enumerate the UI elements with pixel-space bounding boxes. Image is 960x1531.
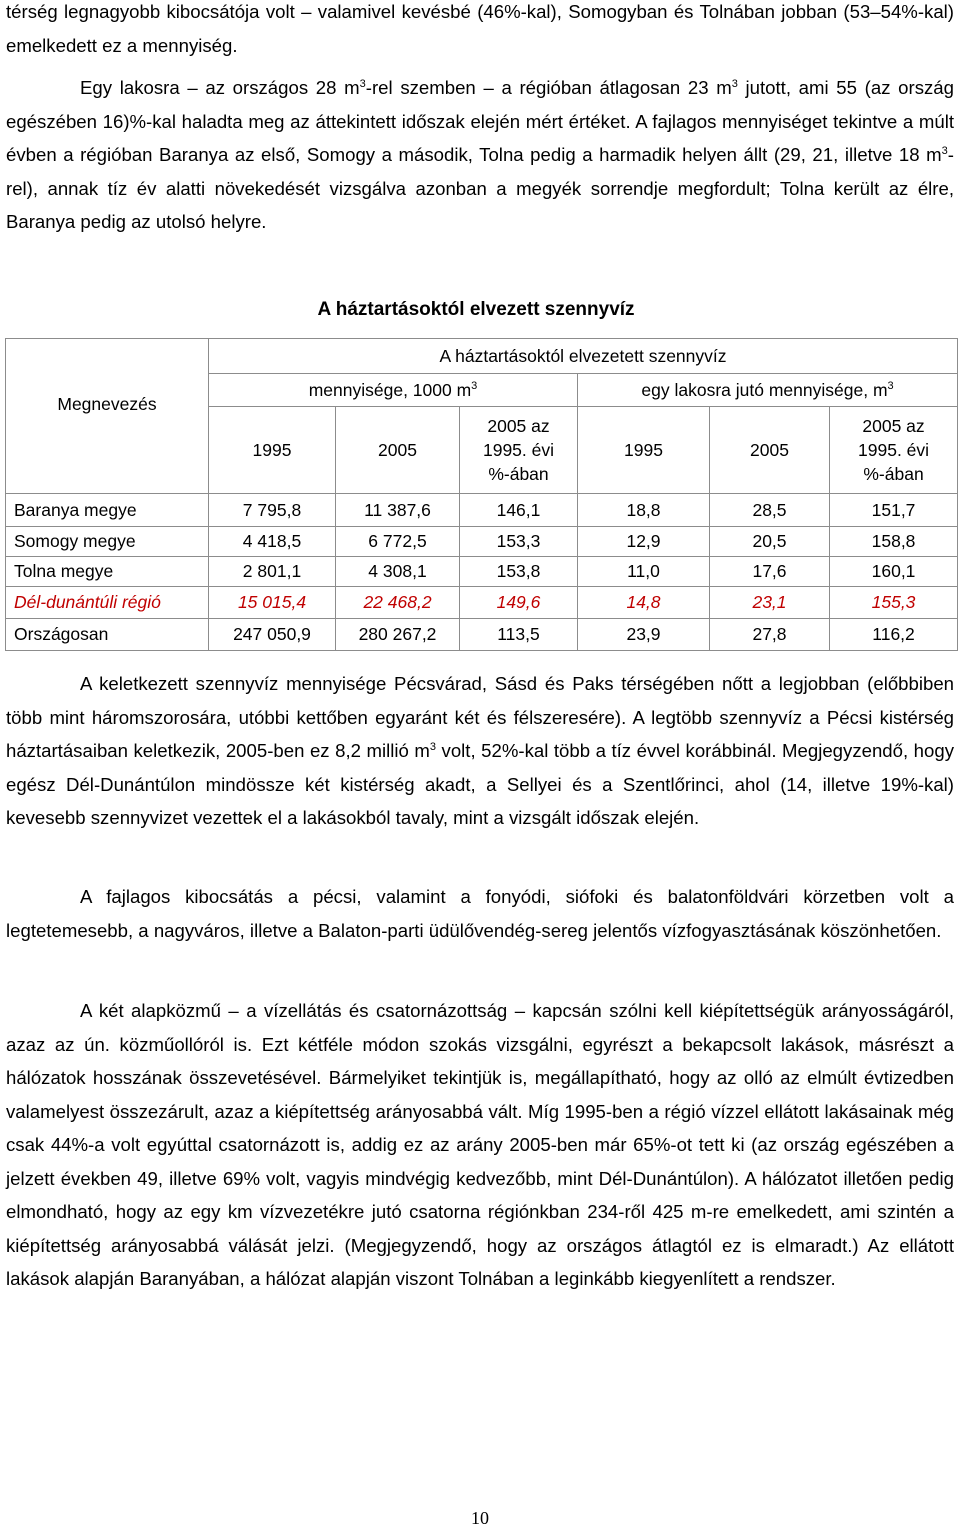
cell-value: 153,8 (496, 561, 541, 581)
table-cell (336, 557, 460, 587)
header-1995: 1995 (578, 407, 710, 494)
wastewater-table (5, 338, 958, 651)
row-label: Országosan (6, 619, 209, 651)
header-percent (460, 407, 578, 494)
cell-value: 149,6 (496, 592, 541, 612)
table-row (6, 494, 958, 527)
paragraph-3-part-a: A keletkezett szennyvíz mennyisége Pécsvárad, Sásd és Paks térségében nőtt a legjobban (előbbiben több mint háromszorosára, utóbbi kettőben egyaránt két és félszeresére). A legtöbb szennyvíz a Pécsi kistérség háztartásaiban keletkezik, 2005-ben ez 8,2 millió m (6, 673, 954, 761)
header-name-column: Megnevezés (6, 339, 209, 494)
table-cell (830, 494, 958, 527)
cell-value: 158,8 (871, 531, 916, 551)
table-cell (578, 494, 710, 527)
header-percent-line: 1995. évi (858, 440, 930, 460)
header-percent-line: %-ában (488, 464, 549, 484)
header-quantity-label: mennyisége, 1000 m (308, 380, 472, 400)
table-cell (209, 587, 336, 619)
table-cell (336, 494, 460, 527)
table-cell (710, 587, 830, 619)
table-row (6, 527, 958, 557)
table-cell (336, 619, 460, 651)
table-title-text: A háztartásoktól elvezett szennyvíz (317, 299, 635, 320)
table-cell (460, 494, 578, 527)
superscript-3: 3 (359, 78, 366, 90)
table-row-national (6, 619, 958, 651)
cell-value: 20,5 (752, 531, 787, 551)
header-percent-line: 1995. évi (482, 440, 555, 460)
table-cell (209, 619, 336, 651)
cell-value: 22 468,2 (363, 592, 432, 612)
table-cell (209, 557, 336, 587)
superscript-3: 3 (941, 145, 948, 157)
table-cell (830, 557, 958, 587)
cell-value: 113,5 (497, 624, 540, 644)
cell-value: 4 308,1 (368, 561, 427, 581)
cell-value: 247 050,9 (233, 624, 311, 644)
paragraph-2-part-c: jutott, ami 55 (az ország egészében 16)%-kal haladta meg az áttekintett időszak elején mért értéket. A fajlagos mennyiséget tekintve a múlt évben a régióban Baranya az első, Somogy a második, Tolna pedig a harmadik helyen állt (29, 21, illetve 18 m (6, 77, 954, 165)
cell-value: 17,6 (752, 561, 787, 581)
cell-value: 116,2 (872, 624, 915, 644)
cell-value: 153,3 (496, 531, 541, 551)
paragraph-2-part-d: -rel), annak tíz év alatti növekedését vizsgálva azonban a megyék sorrendje megfordult; Tolna került az élre, Baranya pedig az utolsó helyre. (6, 144, 954, 232)
cell-value: 151,7 (871, 499, 916, 520)
row-label: Dél-dunántúli régió (6, 587, 209, 619)
header-2005: 2005 (710, 407, 830, 494)
table-cell (460, 587, 578, 619)
table-row (6, 557, 958, 587)
header-quantity (209, 374, 578, 407)
superscript-3: 3 (471, 380, 478, 392)
paragraph-1: térség legnagyobb kibocsátója volt – valamivel kevésbé (46%-kal), Somogyban és Tolnában jobban (53–54%-kal) emelkedett ez a mennyiség. (6, 1, 954, 56)
cell-value: 7 795,8 (242, 499, 302, 520)
table-cell (830, 587, 958, 619)
header-per-capita-label: egy lakosra jutó mennyisége, m (641, 380, 888, 400)
cell-value: 18,8 (626, 499, 661, 520)
paragraph-4: A fajlagos kibocsátás a pécsi, valamint a fonyódi, siófoki és balatonföldvári körzetben volt a legtetemesebb, a nagyváros, illetve a Balaton-parti üdülővendég-sereg jelentős vízfogyasztásának köszönhetően. (6, 886, 954, 941)
table-cell (578, 619, 710, 651)
table-cell (830, 527, 958, 557)
cell-value: 160,1 (871, 561, 916, 581)
header-1995: 1995 (209, 407, 336, 494)
table-cell (209, 527, 336, 557)
table-cell (460, 527, 578, 557)
header-percent-line: 2005 az (862, 416, 925, 436)
table-cell (336, 527, 460, 557)
cell-value: 12,9 (626, 531, 661, 551)
table-cell (710, 527, 830, 557)
paragraph-2-part-b: -rel szemben – a régióban átlagosan 23 m (365, 77, 732, 98)
cell-value: 4 418,5 (242, 531, 302, 551)
cell-value: 23,1 (752, 592, 787, 612)
table-row-region (6, 587, 958, 619)
table-cell (460, 557, 578, 587)
table-title (6, 299, 954, 321)
cell-value: 15 015,4 (237, 592, 307, 612)
table-cell (578, 557, 710, 587)
cell-value: 11 387,6 (364, 499, 431, 520)
paragraph-3 (6, 667, 954, 835)
paragraph-2-part-a: Egy lakosra – az országos 28 m (80, 77, 360, 98)
table-cell (578, 587, 710, 619)
row-label: Somogy megye (6, 527, 209, 557)
cell-value: 280 267,2 (358, 624, 437, 644)
cell-value: 11,0 (627, 561, 660, 581)
table-cell (336, 587, 460, 619)
cell-value: 6 772,5 (368, 531, 427, 551)
table-cell (710, 619, 830, 651)
header-group: A háztartásoktól elvezetett szennyvíz (209, 339, 958, 374)
header-per-capita (578, 374, 958, 407)
cell-value: 146,1 (496, 499, 541, 520)
header-percent (830, 407, 958, 494)
table-cell (460, 619, 578, 651)
cell-value: 27,8 (752, 624, 787, 644)
paragraph-2 (6, 71, 954, 239)
header-percent-line: %-ában (863, 464, 924, 484)
table-cell (710, 557, 830, 587)
row-label: Baranya megye (6, 494, 209, 527)
paragraph-5: A két alapközmű – a vízellátás és csatornázottság – kapcsán szólni kell kiépítettségük arányosságáról, azaz az ún. közműollóról is. Ezt kétféle módon szokás vizsgálni, egyrészt a bekapcsolt lakások, másrészt a hálózatok hosszának összevetésével. Bármelyiket tekintjük is, megállapítható, hogy az olló az elmúlt évtizedben valamelyest összezárult, azaz a kiépítettség arányosabbá vált. Míg 1995-ben a régió vízzel ellátott lakásainak még csak 44%-a volt egyúttal csatornázott is, addig ez az arány 2005-ben már 65%-ot tett ki (az ország egészében a jelzett években 49, illetve 69% volt, vagyis mindvégig kedvezőbb, mint Dél-Dunántúlon). A hálózatot illetően pedig elmondható, hogy az egy km vízvezetékre jutó csatorna régiónkban 234-ről 425 m-re emelkedett, ami szintén a kiépítettség arányosabbá válását jelzi. (Megjegyzendő, hogy az országos átlagtól ez is elmaradt.) Az ellátott lakások alapján Baranyában, a hálózat alapján viszont Tolnában a leginkább kiegyenlített a rendszer. (6, 1000, 954, 1289)
table-cell (830, 619, 958, 651)
table-cell (578, 527, 710, 557)
row-label: Tolna megye (6, 557, 209, 587)
cell-value: 28,5 (752, 499, 787, 520)
paragraph-3-part-b: volt, 52%-kal több a tíz évvel korábbinál. Megjegyzendő, hogy egész Dél-Dunántúlon mindössze két kistérség akadt, a Sellyei és a Szentlőrinci, ahol (14, illetve 19%-kal) kevesebb szennyvizet vezettek el a lakásokból tavaly, mint a vizsgált időszak elején. (6, 740, 954, 828)
cell-value: 14,8 (626, 592, 661, 612)
page-number: 10 (471, 1508, 489, 1528)
superscript-3: 3 (887, 380, 894, 392)
table-cell (710, 494, 830, 527)
cell-value: 2 801,1 (242, 561, 302, 581)
header-percent-line: 2005 az (487, 416, 550, 436)
superscript-3: 3 (731, 78, 738, 90)
cell-value: 155,3 (871, 592, 916, 612)
superscript-3: 3 (429, 741, 436, 753)
cell-value: 23,9 (626, 624, 661, 644)
header-2005: 2005 (336, 407, 460, 494)
table-cell (209, 494, 336, 527)
